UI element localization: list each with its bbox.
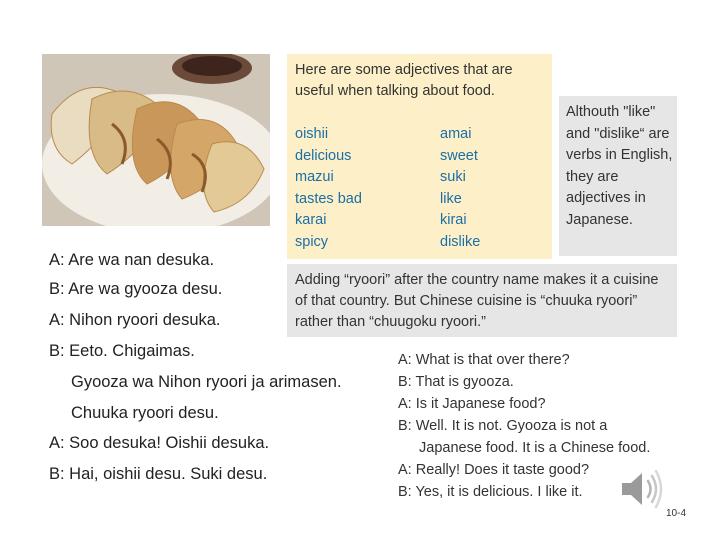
adjective-en: dislike <box>440 233 481 250</box>
speaker-icon[interactable] <box>620 468 666 515</box>
page-number: 10-4 <box>666 508 687 519</box>
translation-line: Japanese food. It is a Chinese food. <box>419 440 651 456</box>
adjective-jp: karai <box>295 212 327 228</box>
adjective-en: delicious <box>295 147 352 164</box>
grammar-note: Althouth "like" and "dislike“ are verbs in English, they are adjectives in Japanese. <box>566 104 673 228</box>
adjective-en: like <box>440 190 462 207</box>
adjective-en: spicy <box>295 233 329 250</box>
translation-line: B: Yes, it is delicious. I like it. <box>398 484 583 500</box>
dialogue-line: B: Hai, oishii desu. Suki desu. <box>49 465 268 483</box>
translation-line: A: Really! Does it taste good? <box>398 462 590 478</box>
translation-line: A: Is it Japanese food? <box>398 396 546 412</box>
dialogue-line: A: Nihon ryoori desuka. <box>49 311 221 329</box>
gyoza-photo <box>42 54 270 226</box>
dialogue-line: Chuuka ryoori desu. <box>71 404 219 422</box>
adjective-jp: kirai <box>440 212 467 228</box>
adjectives-box <box>287 54 552 259</box>
adjective-en: tastes bad <box>295 190 362 207</box>
cuisine-note-box <box>287 264 677 337</box>
dialogue-line: A: Soo desuka! Oishii desuka. <box>49 434 270 452</box>
grammar-note-box <box>559 96 677 256</box>
adjective-jp: suki <box>440 169 466 185</box>
translation-line: B: Well. It is not. Gyooza is not a <box>398 418 608 434</box>
adjectives-list <box>440 124 480 253</box>
dialogue-line: Gyooza wa Nihon ryoori ja arimasen. <box>71 373 342 391</box>
adjective-jp: amai <box>440 126 472 142</box>
dialogue-line: A: Are wa nan desuka. <box>49 251 215 269</box>
adjective-jp: mazui <box>295 169 334 185</box>
adjective-en: sweet <box>440 147 478 164</box>
dialogue-line: B: Are wa gyooza desu. <box>49 280 223 298</box>
dialogue-line: B: Eeto. Chigaimas. <box>49 342 195 360</box>
adjectives-list <box>295 124 362 253</box>
translation-line: A: What is that over there? <box>398 352 570 368</box>
adjectives-intro: Here are some adjectives that are useful when talking about food. <box>295 62 513 99</box>
adjective-jp: oishii <box>295 126 329 142</box>
translation-line: B: That is gyooza. <box>398 374 514 390</box>
cuisine-note: Adding “ryoori” after the country name makes it a cuisine of that country. But Chinese cuisine is “chuuka ryoori” rather than “chuugoku ryoori.” <box>295 272 659 330</box>
